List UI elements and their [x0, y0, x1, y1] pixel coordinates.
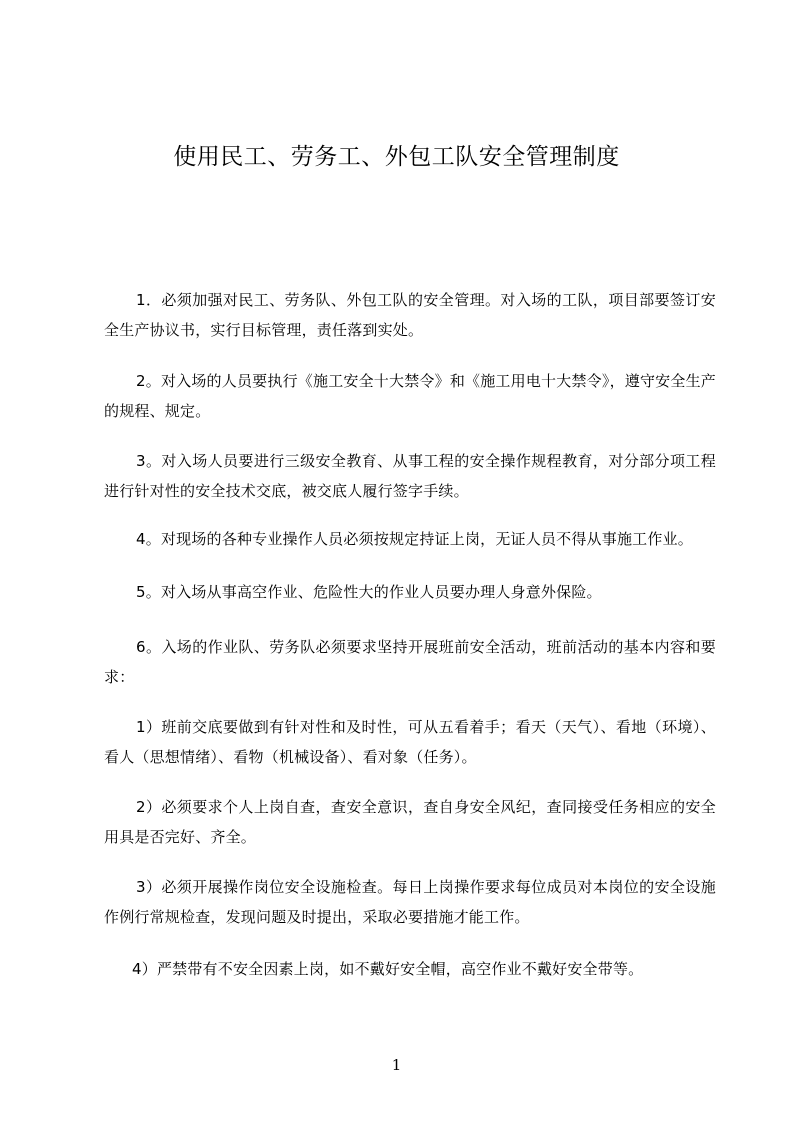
paragraph-6: 6。入场的作业队、劳务队必须要求坚持开展班前安全活动，班前活动的基本内容和要求：: [104, 638, 716, 686]
page-number: 1: [391, 1056, 402, 1074]
paragraph-1: 1．必须加强对民工、劳务队、外包工队的安全管理。对入场的工队，项目部要签订安全生产协议书，实行目标管理，责任落到实处。: [104, 291, 716, 339]
sub-item-3: 3）必须开展操作岗位安全设施检查。每日上岗操作要求每位成员对本岗位的安全设施作例行常规检查，发现问题及时提出，采取必要措施才能工作。: [104, 878, 716, 926]
paragraph-2: 2。对入场的人员要执行《施工安全十大禁令》和《施工用电十大禁令》，遵守安全生产的规程、规定。: [104, 372, 716, 420]
paragraph-3: 3。对入场人员要进行三级安全教育、从事工程的安全操作规程教育，对分部分项工程进行针对性的安全技术交底，被交底人履行签字手续。: [104, 452, 716, 500]
paragraph-4: 4。对现场的各种专业操作人员必须按规定持证上岗，无证人员不得从事施工作业。: [136, 530, 693, 548]
sub-item-2: 2）必须要求个人上岗自查，查安全意识，查自身安全风纪，查同接受任务相应的安全用具是否完好、齐全。: [104, 798, 716, 846]
paragraph-5: 5。对入场从事高空作业、危险性大的作业人员要办理人身意外保险。: [136, 583, 602, 601]
document-title: 使用民工、劳务工、外包工队安全管理制度: [173, 144, 620, 170]
sub-item-4: 4）严禁带有不安全因素上岗，如不戴好安全帽，高空作业不戴好安全带等。: [132, 960, 644, 978]
sub-item-1: 1）班前交底要做到有针对性和及时性，可从五看着手；看天（天气）、看地（环境）、看人（思想情绪）、看物（机械设备）、看对象（任务）。: [104, 718, 716, 766]
